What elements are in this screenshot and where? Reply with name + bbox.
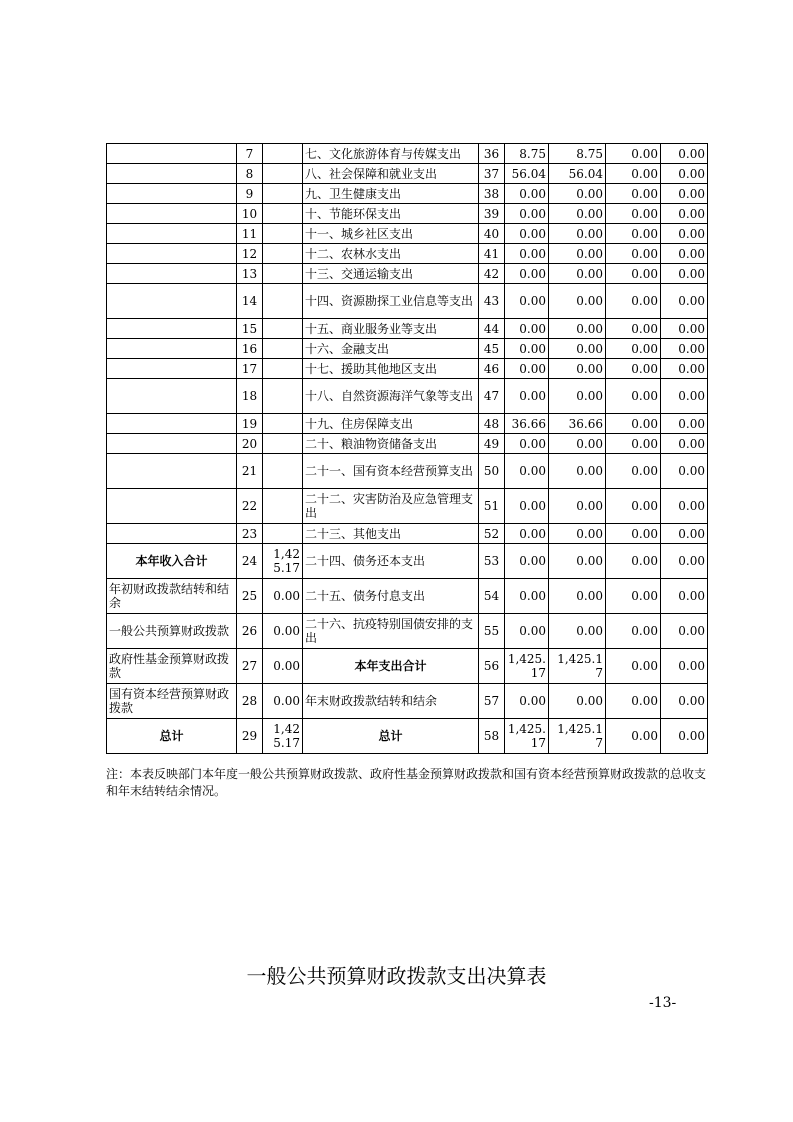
value-col-1: 36.66 bbox=[505, 414, 549, 434]
left-value bbox=[263, 414, 303, 434]
value-col-2: 1,425.17 bbox=[549, 649, 606, 684]
value-col-2: 0.00 bbox=[549, 244, 606, 264]
left-label: 总计 bbox=[107, 719, 237, 754]
value-col-1: 0.00 bbox=[505, 614, 549, 649]
value-col-4: 0.00 bbox=[661, 379, 708, 414]
expense-item: 七、文化旅游体育与传媒支出 bbox=[303, 144, 479, 164]
value-col-1: 1,425.17 bbox=[505, 719, 549, 754]
left-line-no: 18 bbox=[237, 379, 263, 414]
value-col-3: 0.00 bbox=[606, 359, 661, 379]
left-line-no: 17 bbox=[237, 359, 263, 379]
left-value: 0.00 bbox=[263, 684, 303, 719]
value-col-4: 0.00 bbox=[661, 684, 708, 719]
left-value bbox=[263, 284, 303, 319]
left-value bbox=[263, 489, 303, 524]
left-label bbox=[107, 454, 237, 489]
expense-item: 二十二、灾害防治及应急管理支出 bbox=[303, 489, 479, 524]
left-label bbox=[107, 434, 237, 454]
value-col-4: 0.00 bbox=[661, 649, 708, 684]
left-value bbox=[263, 244, 303, 264]
left-label: 一般公共预算财政拨款 bbox=[107, 614, 237, 649]
table-row bbox=[107, 184, 708, 204]
left-value bbox=[263, 164, 303, 184]
value-col-2: 0.00 bbox=[549, 184, 606, 204]
value-col-1: 0.00 bbox=[505, 379, 549, 414]
value-col-2: 36.66 bbox=[549, 414, 606, 434]
value-col-3: 0.00 bbox=[606, 454, 661, 489]
table-row bbox=[107, 719, 708, 754]
right-line-no: 40 bbox=[479, 224, 505, 244]
table-row bbox=[107, 544, 708, 579]
value-col-1: 0.00 bbox=[505, 524, 549, 544]
value-col-4: 0.00 bbox=[661, 224, 708, 244]
right-line-no: 43 bbox=[479, 284, 505, 319]
expense-item: 二十一、国有资本经营预算支出 bbox=[303, 454, 479, 489]
right-line-no: 54 bbox=[479, 579, 505, 614]
left-label bbox=[107, 144, 237, 164]
value-col-2: 0.00 bbox=[549, 339, 606, 359]
value-col-1: 0.00 bbox=[505, 264, 549, 284]
right-line-no: 58 bbox=[479, 719, 505, 754]
value-col-4: 0.00 bbox=[661, 184, 708, 204]
expense-item: 十八、自然资源海洋气象等支出 bbox=[303, 379, 479, 414]
value-col-1: 0.00 bbox=[505, 544, 549, 579]
value-col-2: 0.00 bbox=[549, 204, 606, 224]
left-line-no: 15 bbox=[237, 319, 263, 339]
value-col-3: 0.00 bbox=[606, 544, 661, 579]
table-row bbox=[107, 614, 708, 649]
value-col-3: 0.00 bbox=[606, 414, 661, 434]
value-col-3: 0.00 bbox=[606, 649, 661, 684]
value-col-1: 0.00 bbox=[505, 319, 549, 339]
table-row bbox=[107, 489, 708, 524]
value-col-4: 0.00 bbox=[661, 454, 708, 489]
table-row bbox=[107, 454, 708, 489]
table-row bbox=[107, 244, 708, 264]
table-row bbox=[107, 434, 708, 454]
value-col-3: 0.00 bbox=[606, 719, 661, 754]
value-col-4: 0.00 bbox=[661, 359, 708, 379]
right-line-no: 39 bbox=[479, 204, 505, 224]
left-label bbox=[107, 204, 237, 224]
table-row bbox=[107, 524, 708, 544]
right-line-no: 37 bbox=[479, 164, 505, 184]
table-row bbox=[107, 414, 708, 434]
expense-item: 十五、商业服务业等支出 bbox=[303, 319, 479, 339]
table-row bbox=[107, 164, 708, 184]
value-col-2: 0.00 bbox=[549, 284, 606, 319]
value-col-3: 0.00 bbox=[606, 244, 661, 264]
value-col-3: 0.00 bbox=[606, 319, 661, 339]
left-value bbox=[263, 319, 303, 339]
left-line-no: 28 bbox=[237, 684, 263, 719]
right-line-no: 47 bbox=[479, 379, 505, 414]
left-line-no: 12 bbox=[237, 244, 263, 264]
left-label bbox=[107, 524, 237, 544]
right-line-no: 42 bbox=[479, 264, 505, 284]
section-title: 一般公共预算财政拨款支出决算表 bbox=[246, 964, 547, 988]
left-line-no: 8 bbox=[237, 164, 263, 184]
left-label bbox=[107, 164, 237, 184]
left-value bbox=[263, 454, 303, 489]
value-col-1: 56.04 bbox=[505, 164, 549, 184]
left-line-no: 9 bbox=[237, 184, 263, 204]
left-label: 本年收入合计 bbox=[107, 544, 237, 579]
left-value bbox=[263, 224, 303, 244]
right-line-no: 53 bbox=[479, 544, 505, 579]
value-col-2: 0.00 bbox=[549, 264, 606, 284]
left-line-no: 19 bbox=[237, 414, 263, 434]
value-col-1: 0.00 bbox=[505, 284, 549, 319]
value-col-3: 0.00 bbox=[606, 379, 661, 414]
expense-item: 十三、交通运输支出 bbox=[303, 264, 479, 284]
value-col-2: 0.00 bbox=[549, 359, 606, 379]
left-label bbox=[107, 379, 237, 414]
value-col-2: 56.04 bbox=[549, 164, 606, 184]
left-line-no: 25 bbox=[237, 579, 263, 614]
right-line-no: 56 bbox=[479, 649, 505, 684]
left-value: 0.00 bbox=[263, 614, 303, 649]
page-number: -13- bbox=[649, 995, 677, 1011]
left-line-no: 22 bbox=[237, 489, 263, 524]
value-col-1: 0.00 bbox=[505, 184, 549, 204]
value-col-2: 0.00 bbox=[549, 524, 606, 544]
left-label bbox=[107, 319, 237, 339]
value-col-1: 0.00 bbox=[505, 489, 549, 524]
value-col-2: 0.00 bbox=[549, 544, 606, 579]
right-line-no: 46 bbox=[479, 359, 505, 379]
left-line-no: 10 bbox=[237, 204, 263, 224]
value-col-4: 0.00 bbox=[661, 434, 708, 454]
value-col-2: 0.00 bbox=[549, 579, 606, 614]
left-value bbox=[263, 184, 303, 204]
value-col-4: 0.00 bbox=[661, 544, 708, 579]
value-col-4: 0.00 bbox=[661, 204, 708, 224]
expense-item: 十七、援助其他地区支出 bbox=[303, 359, 479, 379]
table-row bbox=[107, 319, 708, 339]
right-line-no: 38 bbox=[479, 184, 505, 204]
expense-item: 十、节能环保支出 bbox=[303, 204, 479, 224]
right-line-no: 41 bbox=[479, 244, 505, 264]
table-row bbox=[107, 579, 708, 614]
left-line-no: 11 bbox=[237, 224, 263, 244]
table-row bbox=[107, 204, 708, 224]
value-col-1: 0.00 bbox=[505, 434, 549, 454]
left-line-no: 29 bbox=[237, 719, 263, 754]
left-value bbox=[263, 204, 303, 224]
left-label: 政府性基金预算财政拨款 bbox=[107, 649, 237, 684]
left-value bbox=[263, 379, 303, 414]
table-row bbox=[107, 264, 708, 284]
value-col-3: 0.00 bbox=[606, 224, 661, 244]
expense-item: 十一、城乡社区支出 bbox=[303, 224, 479, 244]
expense-item: 九、卫生健康支出 bbox=[303, 184, 479, 204]
table-row bbox=[107, 339, 708, 359]
value-col-3: 0.00 bbox=[606, 684, 661, 719]
expense-item: 十四、资源勘探工业信息等支出 bbox=[303, 284, 479, 319]
table-row bbox=[107, 379, 708, 414]
value-col-3: 0.00 bbox=[606, 284, 661, 319]
value-col-1: 0.00 bbox=[505, 204, 549, 224]
value-col-3: 0.00 bbox=[606, 164, 661, 184]
left-label: 年初财政拨款结转和结余 bbox=[107, 579, 237, 614]
value-col-4: 0.00 bbox=[661, 719, 708, 754]
left-label bbox=[107, 224, 237, 244]
left-line-no: 21 bbox=[237, 454, 263, 489]
left-label bbox=[107, 244, 237, 264]
value-col-4: 0.00 bbox=[661, 244, 708, 264]
value-col-1: 8.75 bbox=[505, 144, 549, 164]
left-label bbox=[107, 339, 237, 359]
value-col-1: 0.00 bbox=[505, 359, 549, 379]
value-col-2: 0.00 bbox=[549, 434, 606, 454]
expense-item: 二十三、其他支出 bbox=[303, 524, 479, 544]
expense-item: 十六、金融支出 bbox=[303, 339, 479, 359]
left-line-no: 14 bbox=[237, 284, 263, 319]
value-col-1: 0.00 bbox=[505, 224, 549, 244]
value-col-4: 0.00 bbox=[661, 319, 708, 339]
left-value bbox=[263, 264, 303, 284]
left-label bbox=[107, 184, 237, 204]
left-label bbox=[107, 264, 237, 284]
expense-item: 十九、住房保障支出 bbox=[303, 414, 479, 434]
value-col-3: 0.00 bbox=[606, 524, 661, 544]
value-col-3: 0.00 bbox=[606, 264, 661, 284]
value-col-3: 0.00 bbox=[606, 614, 661, 649]
value-col-1: 0.00 bbox=[505, 684, 549, 719]
value-col-1: 0.00 bbox=[505, 579, 549, 614]
left-label bbox=[107, 284, 237, 319]
value-col-4: 0.00 bbox=[661, 414, 708, 434]
value-col-3: 0.00 bbox=[606, 579, 661, 614]
expense-item: 十二、农林水支出 bbox=[303, 244, 479, 264]
left-value: 0.00 bbox=[263, 649, 303, 684]
right-line-no: 57 bbox=[479, 684, 505, 719]
left-line-no: 23 bbox=[237, 524, 263, 544]
value-col-2: 0.00 bbox=[549, 489, 606, 524]
expense-item: 二十五、债务付息支出 bbox=[303, 579, 479, 614]
left-label bbox=[107, 414, 237, 434]
left-line-no: 27 bbox=[237, 649, 263, 684]
value-col-2: 0.00 bbox=[549, 379, 606, 414]
value-col-2: 0.00 bbox=[549, 224, 606, 244]
value-col-2: 8.75 bbox=[549, 144, 606, 164]
fiscal-summary-table bbox=[106, 143, 708, 754]
expense-item: 二十四、债务还本支出 bbox=[303, 544, 479, 579]
value-col-1: 0.00 bbox=[505, 454, 549, 489]
left-line-no: 13 bbox=[237, 264, 263, 284]
left-label: 国有资本经营预算财政拨款 bbox=[107, 684, 237, 719]
right-line-no: 36 bbox=[479, 144, 505, 164]
table-row bbox=[107, 649, 708, 684]
left-line-no: 20 bbox=[237, 434, 263, 454]
table-row bbox=[107, 224, 708, 244]
value-col-4: 0.00 bbox=[661, 579, 708, 614]
value-col-3: 0.00 bbox=[606, 184, 661, 204]
value-col-4: 0.00 bbox=[661, 524, 708, 544]
right-line-no: 49 bbox=[479, 434, 505, 454]
right-line-no: 51 bbox=[479, 489, 505, 524]
value-col-1: 0.00 bbox=[505, 339, 549, 359]
left-line-no: 7 bbox=[237, 144, 263, 164]
table-row bbox=[107, 359, 708, 379]
value-col-3: 0.00 bbox=[606, 339, 661, 359]
right-line-no: 44 bbox=[479, 319, 505, 339]
left-value: 1,425.17 bbox=[263, 544, 303, 579]
left-value: 0.00 bbox=[263, 579, 303, 614]
left-line-no: 24 bbox=[237, 544, 263, 579]
right-line-no: 55 bbox=[479, 614, 505, 649]
left-value bbox=[263, 434, 303, 454]
right-line-no: 45 bbox=[479, 339, 505, 359]
table-row bbox=[107, 684, 708, 719]
value-col-4: 0.00 bbox=[661, 339, 708, 359]
left-value bbox=[263, 524, 303, 544]
left-value: 1,425.17 bbox=[263, 719, 303, 754]
expense-item: 二十、粮油物资储备支出 bbox=[303, 434, 479, 454]
left-value bbox=[263, 339, 303, 359]
left-value bbox=[263, 144, 303, 164]
table-body bbox=[107, 144, 708, 754]
expense-item: 总计 bbox=[303, 719, 479, 754]
value-col-2: 0.00 bbox=[549, 614, 606, 649]
value-col-3: 0.00 bbox=[606, 434, 661, 454]
right-line-no: 48 bbox=[479, 414, 505, 434]
right-line-no: 50 bbox=[479, 454, 505, 489]
left-line-no: 26 bbox=[237, 614, 263, 649]
expense-item: 二十六、抗疫特别国债安排的支出 bbox=[303, 614, 479, 649]
expense-item: 年末财政拨款结转和结余 bbox=[303, 684, 479, 719]
value-col-1: 1,425.17 bbox=[505, 649, 549, 684]
value-col-4: 0.00 bbox=[661, 284, 708, 319]
table-row bbox=[107, 144, 708, 164]
value-col-1: 0.00 bbox=[505, 244, 549, 264]
table-note: 注：本表反映部门本年度一般公共预算财政拨款、政府性基金预算财政拨款和国有资本经营预算财政拨款的总收支和年末结转结余情况。 bbox=[106, 767, 707, 798]
value-col-4: 0.00 bbox=[661, 164, 708, 184]
right-line-no: 52 bbox=[479, 524, 505, 544]
left-label bbox=[107, 489, 237, 524]
value-col-4: 0.00 bbox=[661, 144, 708, 164]
left-line-no: 16 bbox=[237, 339, 263, 359]
value-col-2: 0.00 bbox=[549, 454, 606, 489]
expense-item: 本年支出合计 bbox=[303, 649, 479, 684]
value-col-2: 0.00 bbox=[549, 684, 606, 719]
left-value bbox=[263, 359, 303, 379]
value-col-4: 0.00 bbox=[661, 614, 708, 649]
table-row bbox=[107, 284, 708, 319]
value-col-3: 0.00 bbox=[606, 489, 661, 524]
value-col-2: 1,425.17 bbox=[549, 719, 606, 754]
expense-item: 八、社会保障和就业支出 bbox=[303, 164, 479, 184]
value-col-3: 0.00 bbox=[606, 204, 661, 224]
left-label bbox=[107, 359, 237, 379]
value-col-4: 0.00 bbox=[661, 489, 708, 524]
value-col-2: 0.00 bbox=[549, 319, 606, 339]
value-col-4: 0.00 bbox=[661, 264, 708, 284]
value-col-3: 0.00 bbox=[606, 144, 661, 164]
